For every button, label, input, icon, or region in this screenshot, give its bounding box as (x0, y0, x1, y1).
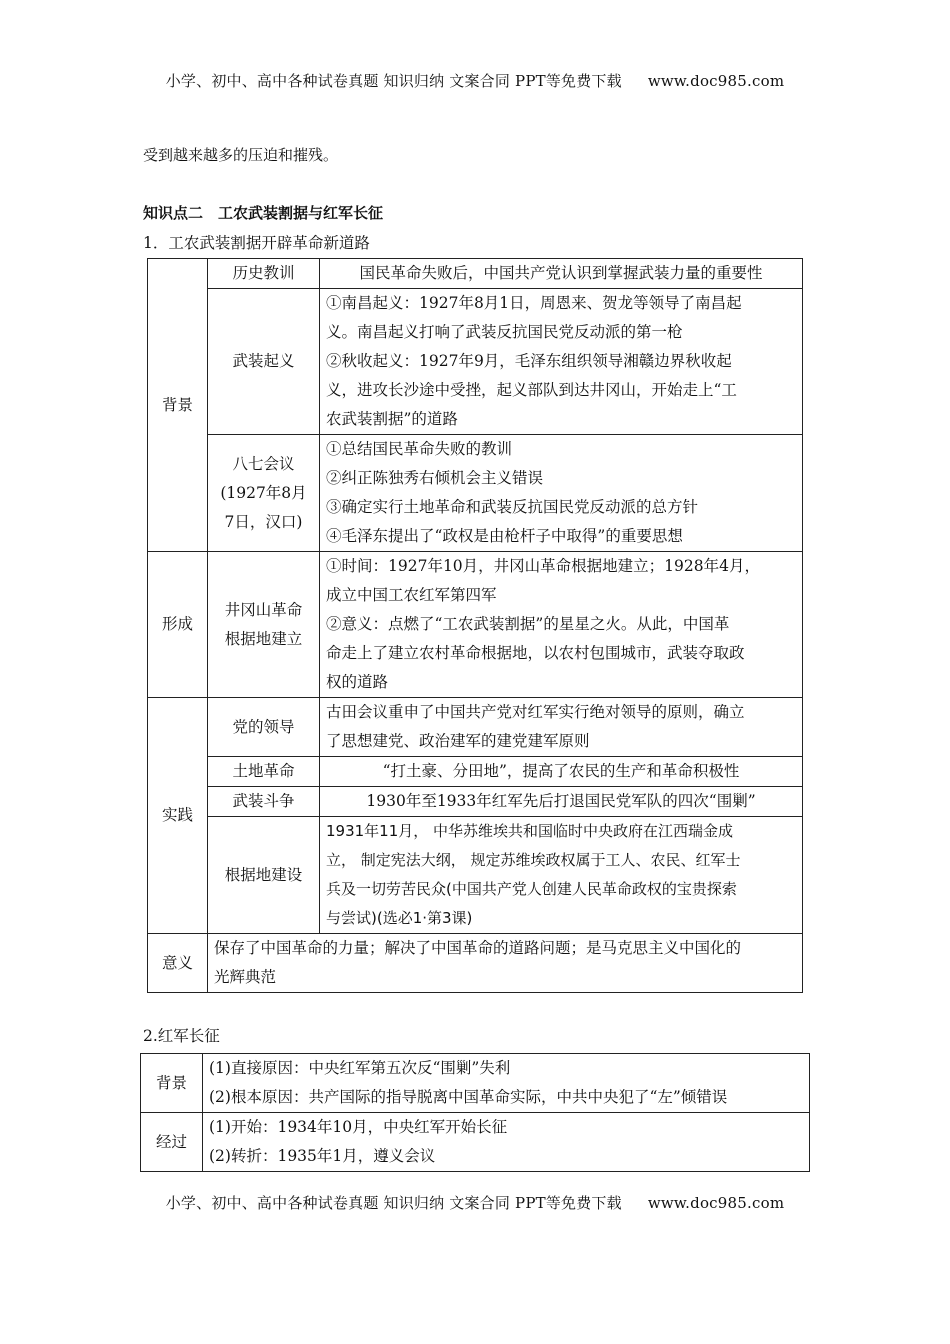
text-line: (2)转折：1935年1月，遵义会议 (209, 1147, 436, 1165)
text-line: (1)开始：1934年10月，中央红军开始长征 (209, 1118, 508, 1136)
row-label-practice: 实践 (148, 698, 208, 934)
section-title: 知识点二 工农武装割据与红军长征 (143, 204, 384, 222)
row-label-background: 背景 (148, 259, 208, 552)
table-row (148, 289, 803, 435)
table-row (148, 787, 803, 817)
text-line: ②意义：点燃了“工农武装割据”的星星之火。从此，中国革 (326, 615, 730, 633)
text-line: ③确定实行土地革命和武装反抗国民党反动派的总方针 (326, 498, 699, 516)
text-line: 农武装割据”的道路 (326, 410, 458, 428)
row-label-process: 经过 (141, 1113, 203, 1172)
intro-line: 受到越来越多的压迫和摧残。 (143, 146, 339, 164)
table-row (148, 435, 803, 552)
text-line: ①总结国民革命失败的教训 (326, 440, 513, 458)
cell-meeting-label (208, 435, 320, 552)
table-row (148, 259, 803, 289)
row-label-formation: 形成 (148, 552, 208, 698)
cell-jgs-text (320, 552, 803, 698)
text-line: 命走上了建立农村革命根据地，以农村包围城市，武装夺取政 (326, 644, 745, 662)
footer-url[interactable]: www.doc985.com (647, 1194, 785, 1212)
cell-armed-text (320, 289, 803, 435)
cell-meeting-text (320, 435, 803, 552)
subsection-2-title: 2.红军长征 (143, 1027, 220, 1045)
cell-struggle-label: 武装斗争 (208, 787, 320, 817)
text-line: (1927年8月 (220, 483, 307, 502)
text-line: (2)根本原因：共产国际的指导脱离中国革命实际，中共中央犯了“左”倾错误 (209, 1088, 728, 1106)
table-long-march (140, 1053, 810, 1172)
table-row (148, 552, 803, 698)
header-url[interactable]: www.doc985.com (647, 72, 785, 90)
text-line: 权的道路 (326, 673, 389, 691)
cell-base-text (320, 817, 803, 934)
text-line: (1)直接原因：中央红军第五次反“围剿”失利 (209, 1059, 511, 1077)
cell-lead-label: 党的领导 (208, 698, 320, 757)
table-row (148, 698, 803, 757)
text-line: ④毛泽东提出了“政权是由枪杆子中取得”的重要思想 (326, 527, 683, 545)
cell-bg-text (203, 1054, 810, 1113)
text-line: 义。南昌起义打响了武装反抗国民党反动派的第一枪 (326, 323, 683, 341)
text-line: ①时间：1927年10月，井冈山革命根据地建立；1928年4月， (326, 557, 760, 575)
text-line: 1931年11月， 中华苏维埃共和国临时中央政府在江西瑞金成 (326, 822, 734, 840)
text-line: 保存了中国革命的力量；解决了中国革命的道路问题；是马克思主义中国化的 (214, 939, 742, 957)
text-line: 根据地建立 (224, 629, 303, 648)
text-line: ②纠正陈独秀右倾机会主义错误 (326, 469, 544, 487)
row-label-meaning: 意义 (148, 934, 208, 993)
cell-jgs-label (208, 552, 320, 698)
table-row (148, 757, 803, 787)
text-line: 光辉典范 (214, 968, 277, 986)
text-line: 义，进攻长沙途中受挫，起义部队到达井冈山，开始走上“工 (326, 381, 737, 399)
text-line: ①南昌起义：1927年8月1日，周恩来、贺龙等领导了南昌起 (326, 294, 742, 312)
cell-armed-label: 武装起义 (208, 289, 320, 435)
text-line: 了思想建党、政治建军的建党建军原则 (326, 732, 590, 750)
text-line: 7日，汉口) (224, 512, 303, 531)
table-row (148, 817, 803, 934)
text-line: 与尝试)(选必1·第3课) (326, 909, 473, 927)
table-armed-separatism (147, 258, 803, 993)
footer-text: 小学、初中、高中各种试卷真题 知识归纳 文案合同 PPT等免费下载 (165, 1194, 622, 1212)
cell-struggle-text: 1930年至1933年红军先后打退国民党军队的四次“围剿” (320, 787, 803, 817)
text-line: ②秋收起义：1927年9月，毛泽东组织领导湘赣边界秋收起 (326, 352, 732, 370)
text-line: 兵及一切劳苦民众(中国共产党人创建人民革命政权的宝贵探索 (326, 880, 737, 898)
table-row (148, 934, 803, 993)
text-line: 井冈山革命 (224, 600, 303, 619)
cell-process-text (203, 1113, 810, 1172)
text-line: 八七会议 (232, 454, 295, 473)
page-header (0, 70, 950, 91)
page-footer (0, 1192, 950, 1213)
cell-meaning-text (208, 934, 803, 993)
text-line: 立， 制定宪法大纲， 规定苏维埃政权属于工人、农民、红军士 (326, 851, 741, 869)
cell-land-text: “打土豪、分田地”，提高了农民的生产和革命积极性 (320, 757, 803, 787)
table-row (141, 1113, 810, 1172)
text-line: 成立中国工农红军第四军 (326, 586, 497, 604)
cell-hist-text: 国民革命失败后，中国共产党认识到掌握武装力量的重要性 (320, 259, 803, 289)
row-label-background: 背景 (141, 1054, 203, 1113)
header-text: 小学、初中、高中各种试卷真题 知识归纳 文案合同 PPT等免费下载 (165, 72, 622, 90)
text-line: 古田会议重申了中国共产党对红军实行绝对领导的原则，确立 (326, 703, 745, 721)
cell-land-label: 土地革命 (208, 757, 320, 787)
table-row (141, 1054, 810, 1113)
subsection-1-title: 1．工农武装割据开辟革命新道路 (143, 234, 370, 252)
cell-lead-text (320, 698, 803, 757)
cell-base-label: 根据地建设 (208, 817, 320, 934)
cell-hist-label: 历史教训 (208, 259, 320, 289)
